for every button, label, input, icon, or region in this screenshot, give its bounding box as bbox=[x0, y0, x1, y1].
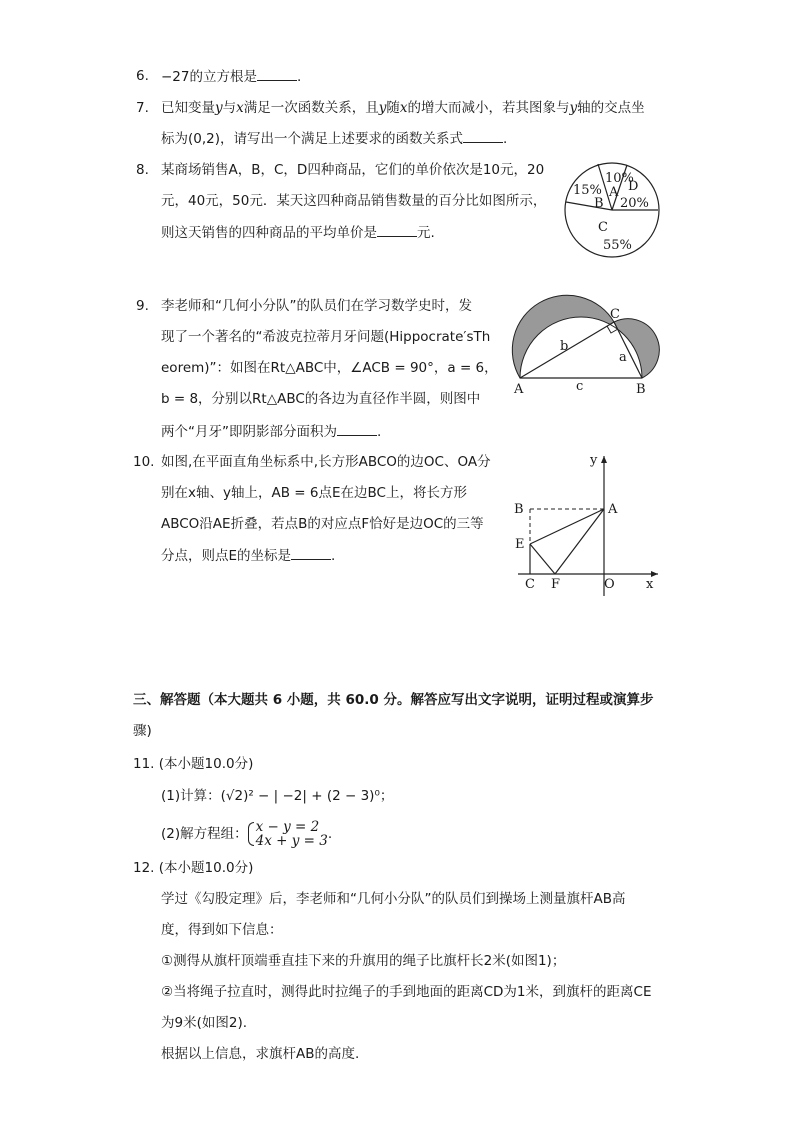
origin-label: O bbox=[604, 577, 615, 592]
question-8-line-1: 某商场销售A，B，C，D四种商品，它们的单价依次是10元，20 bbox=[161, 162, 545, 178]
pie-label-d: D bbox=[628, 179, 639, 194]
circled-number-1: ① bbox=[161, 953, 174, 969]
question-9-line-4: b = 8，分别以Rt△ABC的各边为直径作半圆，则图中 bbox=[161, 391, 481, 407]
question-11-part-2 bbox=[161, 820, 332, 848]
question-10-line-2: 别在x轴、y轴上，AB = 6点E在边BC上，将长方形 bbox=[161, 485, 467, 501]
text: 分点，则点E的坐标是 bbox=[161, 548, 292, 564]
hippocrates-lune-figure bbox=[512, 296, 662, 396]
equation-2: 4x + y = 3 bbox=[255, 833, 328, 849]
pie-label-b-pct: 15% bbox=[573, 183, 602, 198]
question-number-12: 12. bbox=[133, 860, 155, 876]
question-number-9: 9. bbox=[136, 298, 149, 314]
coordinate-fold-figure bbox=[508, 450, 668, 600]
text: 则这天销售的四种商品的平均单价是 bbox=[161, 225, 377, 241]
pie-label-a-pct: 10% bbox=[605, 171, 634, 186]
pie-divider bbox=[566, 202, 612, 210]
equation-1: x − y = 2 bbox=[255, 819, 320, 835]
text: 元. bbox=[417, 225, 435, 241]
text: 满足一次函数关系，且 bbox=[243, 100, 379, 116]
section-3-heading: 三、解答题（本大题共 6 小题，共 60.0 分。解答应写出文字说明，证明过程或演算步 bbox=[133, 692, 654, 708]
side-b-label: b bbox=[560, 339, 569, 354]
text: 轴的交点坐 bbox=[577, 100, 645, 116]
x-axis-label: x bbox=[646, 577, 654, 592]
punct: . bbox=[331, 548, 336, 564]
side-c-label: c bbox=[576, 379, 584, 394]
question-12-line-3 bbox=[161, 951, 565, 971]
point-b-label: B bbox=[514, 502, 524, 517]
question-score: (本小题10.0分) bbox=[158, 756, 254, 772]
text: 标为(0,2)，请写出一个满足上述要求的函数关系式 bbox=[161, 131, 464, 147]
question-12-line-4 bbox=[161, 982, 651, 1002]
point-c-label: C bbox=[610, 307, 620, 322]
question-number-7: 7. bbox=[136, 100, 149, 116]
punct: . bbox=[327, 826, 333, 842]
var-y: y bbox=[569, 100, 578, 116]
question-10-line-4 bbox=[161, 545, 335, 566]
text: 已知变量 bbox=[161, 100, 215, 116]
point-e-label: E bbox=[515, 537, 525, 552]
answer-blank[interactable] bbox=[377, 222, 417, 237]
question-9-line-2: 现了一个著名的“希波克拉蒂月牙问题(Hippocrate′sTh bbox=[161, 329, 491, 345]
question-12-line-5: 为9米(如图2). bbox=[161, 1015, 248, 1031]
question-12-line-2: 度，得到如下信息： bbox=[161, 922, 283, 938]
var-x: x bbox=[236, 100, 244, 116]
question-10-line-1: 如图,在平面直角坐标系中,长方形ABCO的边OC、OA分 bbox=[161, 454, 491, 470]
circled-number-2: ② bbox=[161, 984, 174, 1000]
text: 与 bbox=[222, 100, 237, 116]
question-10-line-3: ABCO沿AE折叠，若点B的对应点F恰好是边OC的三等 bbox=[161, 516, 484, 532]
question-9-line-1: 李老师和“几何小分队”的队员们在学习数学史时，发 bbox=[161, 298, 472, 314]
var-x: x bbox=[399, 100, 408, 116]
question-6-text bbox=[161, 66, 301, 87]
question-12-line-6: 根据以上信息，求旗杆AB的高度. bbox=[161, 1046, 360, 1062]
answer-blank[interactable] bbox=[463, 128, 503, 143]
punct: . bbox=[297, 69, 302, 85]
y-axis-arrow bbox=[601, 456, 607, 463]
question-number-6: 6. bbox=[136, 68, 149, 84]
text: 当将绳子拉直时，测得此时拉绳子的手到地面的距离CD为1米，到旗杆的距离CE bbox=[173, 984, 652, 1000]
side-a-label: a bbox=[619, 350, 627, 365]
question-6-stem: −27的立方根是 bbox=[161, 69, 257, 85]
question-score: (本小题10.0分) bbox=[158, 860, 254, 876]
question-8-line-3 bbox=[161, 222, 435, 243]
text: 随 bbox=[386, 100, 400, 116]
question-11-header bbox=[133, 754, 253, 774]
question-11-part-1: (1)计算：(√2)² − | −2| + (2 − 3)⁰； bbox=[161, 788, 394, 804]
section-3-heading-cont: 骤) bbox=[133, 723, 152, 739]
answer-blank[interactable] bbox=[257, 66, 297, 81]
point-b-label: B bbox=[636, 382, 646, 397]
question-12-header bbox=[133, 858, 253, 878]
question-8-line-2: 元，40元，50元．某天这四种商品销售数量的百分比如图所示， bbox=[161, 193, 547, 209]
text: 测得从旗杆顶端垂直挂下来的升旗用的绳子比旗杆长2米(如图1)； bbox=[173, 953, 566, 969]
point-a-label: A bbox=[608, 502, 618, 517]
question-9-line-3: eorem)”：如图在Rt△ABC中，∠ACB = 90°，a = 6， bbox=[161, 360, 498, 376]
text: (2)解方程组： bbox=[161, 826, 248, 842]
question-number-10: 10. bbox=[133, 454, 155, 470]
segment-af bbox=[555, 509, 604, 574]
punct: . bbox=[377, 424, 382, 440]
text: 两个“月牙”即阴影部分面积为 bbox=[161, 424, 337, 440]
question-number-8: 8. bbox=[136, 162, 149, 178]
question-9-line-5 bbox=[161, 421, 381, 442]
equation-system bbox=[248, 820, 328, 848]
pie-chart-figure bbox=[564, 162, 664, 262]
question-7-line-1 bbox=[161, 98, 645, 118]
punct: . bbox=[503, 131, 508, 147]
answer-blank[interactable] bbox=[337, 421, 377, 436]
question-7-line-2 bbox=[161, 128, 507, 149]
answer-blank[interactable] bbox=[291, 545, 331, 560]
pie-label-d-pct: 20% bbox=[620, 196, 649, 211]
var-y: y bbox=[215, 100, 223, 116]
text: 的增大而减小，若其图象与 bbox=[407, 100, 570, 116]
pie-label-b: B bbox=[594, 196, 604, 211]
pie-label-c-pct: 55% bbox=[603, 238, 632, 253]
y-axis-label: y bbox=[590, 453, 598, 468]
question-number-11: 11. bbox=[133, 756, 155, 772]
question-12-line-1: 学过《勾股定理》后，李老师和“几何小分队”的队员们到操场上测量旗杆AB高 bbox=[161, 891, 626, 907]
segment-ef bbox=[530, 544, 555, 574]
pie-label-c: C bbox=[598, 220, 608, 235]
point-c-label: C bbox=[525, 577, 535, 592]
point-a-label: A bbox=[514, 382, 524, 397]
point-f-label: F bbox=[551, 577, 561, 592]
var-y: y bbox=[378, 100, 387, 116]
pie-label-a: A bbox=[609, 185, 619, 200]
segment-ae bbox=[530, 509, 604, 544]
